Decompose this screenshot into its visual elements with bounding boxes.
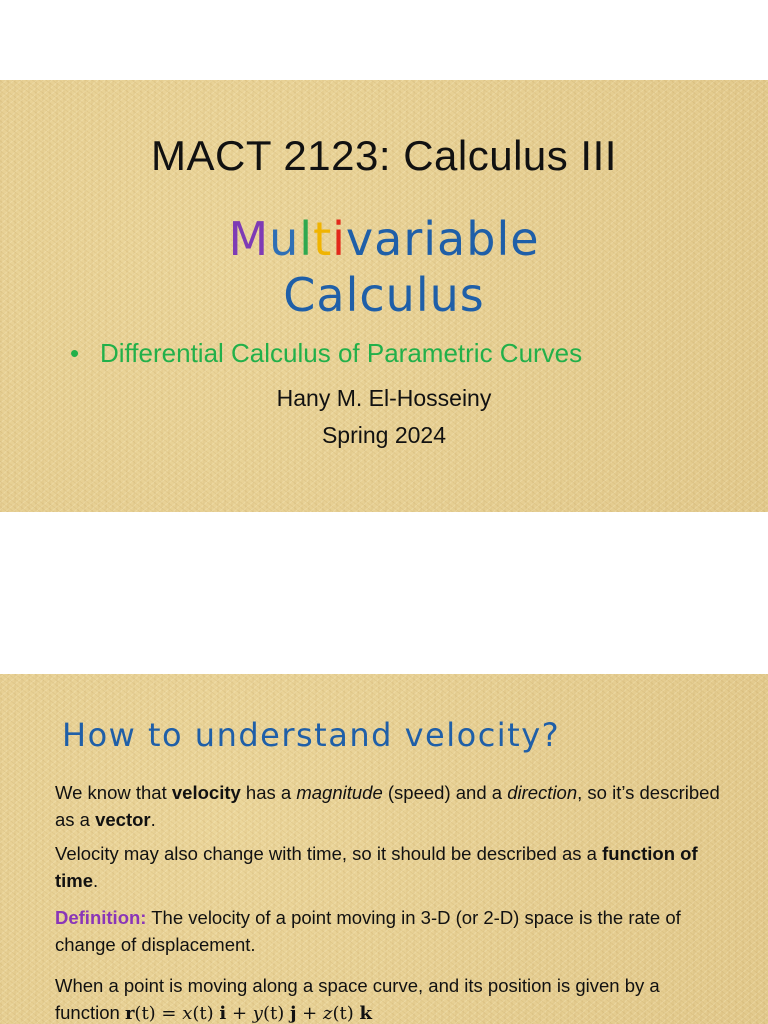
text-run: . (93, 870, 99, 891)
content-slide (0, 674, 768, 1024)
italic-term: magnitude (296, 782, 383, 803)
bold-term: function of time (55, 843, 698, 891)
title-slide (0, 80, 768, 512)
subject-letter: l (299, 212, 314, 266)
subject-letter: l (496, 212, 511, 266)
topic-text: Differential Calculus of Parametric Curves (100, 338, 583, 368)
bold-term: vector (95, 809, 151, 830)
subject-letter: e (510, 212, 540, 266)
math-part: (t) (192, 1003, 220, 1024)
math-y: y (252, 1003, 263, 1024)
paragraph-position-function (55, 972, 725, 1024)
math-j-unit: j (289, 1003, 297, 1024)
text-run: (speed) and a (382, 782, 508, 803)
math-part: + (296, 1003, 323, 1024)
math-i-unit: i (219, 1003, 227, 1024)
paragraph-definition (55, 904, 725, 958)
math-part: (t) (332, 1003, 360, 1024)
subject-letter: i (332, 212, 346, 266)
math-part: (t) = (134, 1003, 183, 1024)
author-name: Hany M. El-Hosseiny (276, 385, 492, 411)
text-run: has a (240, 782, 297, 803)
subject-letter: a (374, 212, 404, 266)
subject-letter: i (423, 212, 438, 266)
subject-letter: M (228, 212, 270, 266)
definition-label: Definition: (55, 907, 147, 928)
subject-letter: t (313, 212, 333, 266)
slide-heading: How to understand velocity? (62, 716, 561, 754)
subject-title-line1 (0, 212, 768, 266)
math-z: z (322, 1003, 333, 1024)
text-run: . (150, 809, 156, 830)
math-part: (t) (262, 1003, 290, 1024)
math-part: + (226, 1003, 253, 1024)
math-x: x (182, 1003, 193, 1024)
text-run: , so it’s described as a (55, 782, 720, 830)
subject-letter: a (437, 212, 467, 266)
position-vector-formula (125, 1003, 372, 1024)
paragraph-velocity-vector (55, 779, 725, 833)
topic-bullet (70, 338, 582, 369)
subject-letter: r (403, 212, 424, 266)
text-run: Velocity may also change with time, so it should be described as a (55, 843, 603, 864)
bold-term: velocity (171, 782, 241, 803)
text-run: We know that (55, 782, 172, 803)
course-title: MACT 2123: Calculus III (151, 132, 617, 179)
math-k-unit: k (359, 1003, 372, 1024)
bullet-dot-icon: • (70, 338, 80, 368)
text-run: When a point is moving along a space curve, and its position is given by a function (55, 975, 660, 1023)
paragraph-function-of-time (55, 840, 725, 894)
subject-letter: b (466, 212, 497, 266)
math-r: r (124, 1003, 135, 1024)
subject-title-line2: Calculus (283, 268, 485, 322)
text-run: The velocity of a point moving in 3-D (or 2-D) space is the rate of change of displacement. (55, 907, 681, 955)
subject-letter: v (345, 212, 375, 266)
italic-term: direction (507, 782, 578, 803)
subject-letter: u (269, 212, 300, 266)
term-label: Spring 2024 (321, 422, 447, 448)
